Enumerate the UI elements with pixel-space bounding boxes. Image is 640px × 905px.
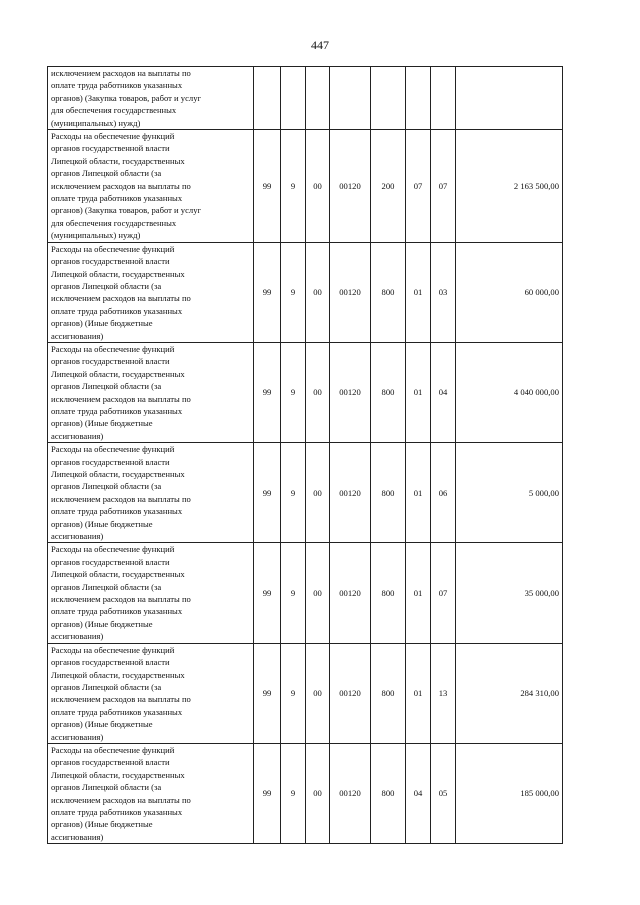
amount	[456, 67, 563, 130]
subsection-code: 07	[431, 543, 456, 643]
program-code: 99	[254, 643, 281, 743]
table-row	[48, 342, 563, 442]
section-code: 01	[406, 443, 431, 543]
subsection-code: 04	[431, 342, 456, 442]
program-code: 99	[254, 743, 281, 843]
expense-description: Расходы на обеспечение функций органов государственной власти Липецкой области, государственных органов Липецкой области (за исключением расходов на выплаты по оплате труда работников указанных органов) (Иные бюджетные ассигнования)	[48, 242, 254, 342]
expense-type-code	[371, 67, 406, 130]
expense-type-code: 800	[371, 743, 406, 843]
amount: 4 040 000,00	[456, 342, 563, 442]
subsection-code: 03	[431, 242, 456, 342]
expense-type-code: 800	[371, 643, 406, 743]
table-row	[48, 543, 563, 643]
direction-code: 00120	[330, 643, 371, 743]
section-code: 01	[406, 543, 431, 643]
expense-description: Расходы на обеспечение функций органов государственной власти Липецкой области, государственных органов Липецкой области (за исключением расходов на выплаты по оплате труда работников указанных органов) (Иные бюджетные ассигнования)	[48, 643, 254, 743]
table-row	[48, 443, 563, 543]
subprogram-code: 9	[281, 643, 306, 743]
section-code: 01	[406, 643, 431, 743]
program-code: 99	[254, 543, 281, 643]
subsection-code: 05	[431, 743, 456, 843]
subprogram-code: 9	[281, 130, 306, 243]
amount: 2 163 500,00	[456, 130, 563, 243]
direction-code: 00120	[330, 242, 371, 342]
amount: 284 310,00	[456, 643, 563, 743]
main-activity-code: 00	[306, 643, 330, 743]
direction-code: 00120	[330, 443, 371, 543]
direction-code: 00120	[330, 543, 371, 643]
subprogram-code: 9	[281, 443, 306, 543]
amount: 35 000,00	[456, 543, 563, 643]
main-activity-code: 00	[306, 543, 330, 643]
section-code: 01	[406, 242, 431, 342]
program-code: 99	[254, 242, 281, 342]
expense-type-code: 800	[371, 342, 406, 442]
table-row	[48, 743, 563, 843]
subsection-code: 13	[431, 643, 456, 743]
expense-description: Расходы на обеспечение функций органов государственной власти Липецкой области, государственных органов Липецкой области (за исключением расходов на выплаты по оплате труда работников указанных органов) (Иные бюджетные ассигнования)	[48, 342, 254, 442]
expense-description: Расходы на обеспечение функций органов государственной власти Липецкой области, государственных органов Липецкой области (за исключением расходов на выплаты по оплате труда работников указанных органов) (Иные бюджетные ассигнования)	[48, 443, 254, 543]
main-activity-code: 00	[306, 242, 330, 342]
expense-description: Расходы на обеспечение функций органов государственной власти Липецкой области, государственных органов Липецкой области (за исключением расходов на выплаты по оплате труда работников указанных органов) (Иные бюджетные ассигнования)	[48, 743, 254, 843]
subprogram-code	[281, 67, 306, 130]
expense-description: Расходы на обеспечение функций органов государственной власти Липецкой области, государственных органов Липецкой области (за исключением расходов на выплаты по оплате труда работников указанных органов) (Закупка товаров, работ и услуг для обеспечения государственных (муниципальных) нужд)	[48, 130, 254, 243]
subsection-code	[431, 67, 456, 130]
expense-description: исключением расходов на выплаты по оплате труда работников указанных органов) (Закупка товаров, работ и услуг для обеспечения государственных (муниципальных) нужд)	[48, 67, 254, 130]
direction-code: 00120	[330, 130, 371, 243]
program-code: 99	[254, 342, 281, 442]
section-code: 07	[406, 130, 431, 243]
program-code	[254, 67, 281, 130]
table-row	[48, 67, 563, 130]
section-code	[406, 67, 431, 130]
subprogram-code: 9	[281, 743, 306, 843]
program-code: 99	[254, 130, 281, 243]
expense-type-code: 800	[371, 543, 406, 643]
subsection-code: 07	[431, 130, 456, 243]
table-row	[48, 242, 563, 342]
main-activity-code: 00	[306, 342, 330, 442]
program-code: 99	[254, 443, 281, 543]
subprogram-code: 9	[281, 242, 306, 342]
table-row	[48, 130, 563, 243]
section-code: 01	[406, 342, 431, 442]
expense-type-code: 800	[371, 242, 406, 342]
direction-code: 00120	[330, 743, 371, 843]
main-activity-code: 00	[306, 443, 330, 543]
amount: 5 000,00	[456, 443, 563, 543]
subprogram-code: 9	[281, 342, 306, 442]
budget-table	[47, 66, 563, 844]
subprogram-code: 9	[281, 543, 306, 643]
expense-description: Расходы на обеспечение функций органов государственной власти Липецкой области, государственных органов Липецкой области (за исключением расходов на выплаты по оплате труда работников указанных органов) (Иные бюджетные ассигнования)	[48, 543, 254, 643]
subsection-code: 06	[431, 443, 456, 543]
table-row	[48, 643, 563, 743]
main-activity-code: 00	[306, 130, 330, 243]
amount: 185 000,00	[456, 743, 563, 843]
page-number: 447	[311, 38, 329, 52]
direction-code	[330, 67, 371, 130]
direction-code: 00120	[330, 342, 371, 442]
main-activity-code	[306, 67, 330, 130]
amount: 60 000,00	[456, 242, 563, 342]
main-activity-code: 00	[306, 743, 330, 843]
expense-type-code: 200	[371, 130, 406, 243]
expense-type-code: 800	[371, 443, 406, 543]
section-code: 04	[406, 743, 431, 843]
